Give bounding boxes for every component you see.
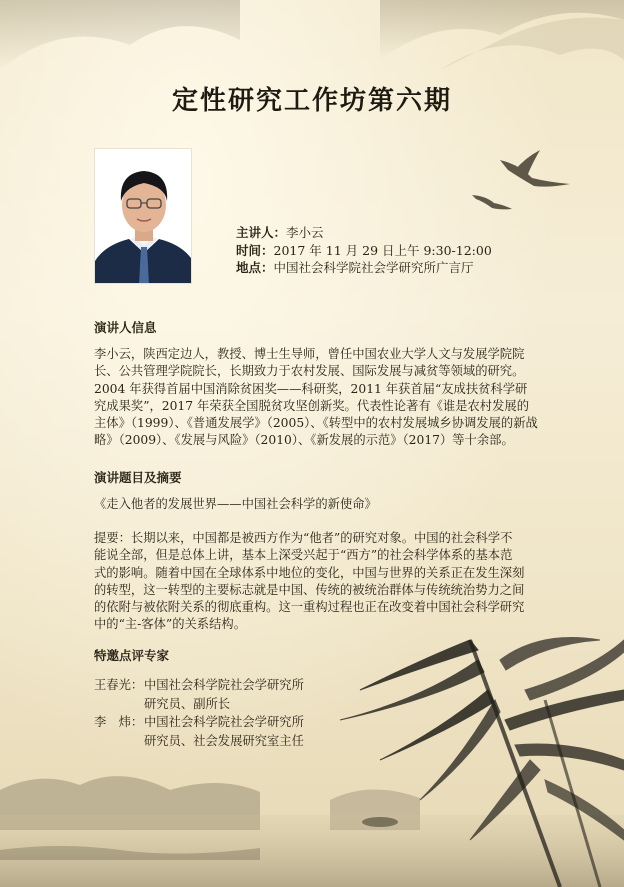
event-info xyxy=(236,224,492,277)
abstract-line: 中的“主-客体”的关系结构。 xyxy=(94,617,246,632)
expert-affiliation: 中国社会科学院社会学研究所 xyxy=(144,715,304,729)
expert-item xyxy=(94,713,304,732)
talk-topic: 《走入他者的发展世界——中国社会科学的新使命》 xyxy=(94,497,377,511)
abstract-line: 能说全部，但是总体上讲，基本上深受兴起于“西方”的社会科学体系的基本范 xyxy=(94,548,513,563)
speaker-photo xyxy=(94,148,192,284)
speaker-label: 主讲人： xyxy=(236,225,287,240)
abstract-line: 的依附与被依附关系的彻底重构。这一重构过程也正在改变着中国社会科学研究 xyxy=(94,600,525,615)
talk-heading: 演讲题目及摘要 xyxy=(94,470,182,485)
page-title: 定性研究工作坊第六期 xyxy=(171,86,452,116)
expert-item xyxy=(94,676,304,695)
place-row xyxy=(236,259,492,277)
event-place: 中国社会科学院社会学研究所广言厅 xyxy=(273,260,474,275)
expert-title: 研究员、社会发展研究室主任 xyxy=(144,733,304,748)
expert-item-cont xyxy=(94,732,304,751)
place-label: 地点： xyxy=(236,260,274,275)
bio-line: 略》（2009）、《发展与风险》（2010）、《新发展的示范》（2017）等十余部。 xyxy=(94,433,514,448)
bio-paragraph xyxy=(94,346,540,450)
abstract-line: 式的影响。随着中国在全球体系中地位的变化，中国与世界的关系正在发生深刻 xyxy=(94,565,525,580)
expert-name: 李 炜： xyxy=(94,715,144,729)
abstract-line: 的转型，这一转型的主要标志就是中国、传统的被统治群体与传统统治势力之间 xyxy=(94,582,525,597)
expert-title: 研究员、副所长 xyxy=(144,696,231,711)
speaker-row xyxy=(236,224,492,242)
event-time: 2017 年 11 月 29 日上午 9:30-12:00 xyxy=(273,242,492,258)
speaker-portrait-image xyxy=(95,149,192,284)
bio-line: 长、公共管理学院院长，长期致力于农村发展、国际发展与减贫等领域的研究。 xyxy=(94,364,525,379)
bio-line: 2004 年获得首届中国消除贫困奖——科研奖，2011 年获首届“友成扶贫科学研 xyxy=(94,381,528,396)
expert-affiliation: 中国社会科学院社会学研究所 xyxy=(144,678,304,692)
bio-line: 李小云，陕西定边人，教授、博士生导师，曾任中国农业大学人文与发展学院院 xyxy=(94,347,525,361)
abstract-paragraph xyxy=(94,530,540,634)
expert-name: 王春光： xyxy=(94,678,144,692)
experts-heading: 特邀点评专家 xyxy=(94,648,170,663)
speaker-name: 李小云 xyxy=(286,225,324,240)
time-label: 时间： xyxy=(236,242,274,258)
bio-heading: 演讲人信息 xyxy=(94,320,157,335)
abstract-line: 提要：长期以来，中国都是被西方作为“他者”的研究对象。中国的社会科学不 xyxy=(94,531,513,545)
time-row xyxy=(236,242,492,260)
crane-bird-icon xyxy=(472,150,570,209)
experts-list xyxy=(94,676,304,750)
bio-line: 究成果奖”，2017 年荣获全国脱贫攻坚创新奖。代表性论著有《谁是农村发展的 xyxy=(94,398,529,413)
bio-line: 主体》（1999）、《普通发展学》（2005）、《转型中的农村发展城乡协调发展的新战 xyxy=(94,416,538,431)
expert-item-cont xyxy=(94,695,304,714)
